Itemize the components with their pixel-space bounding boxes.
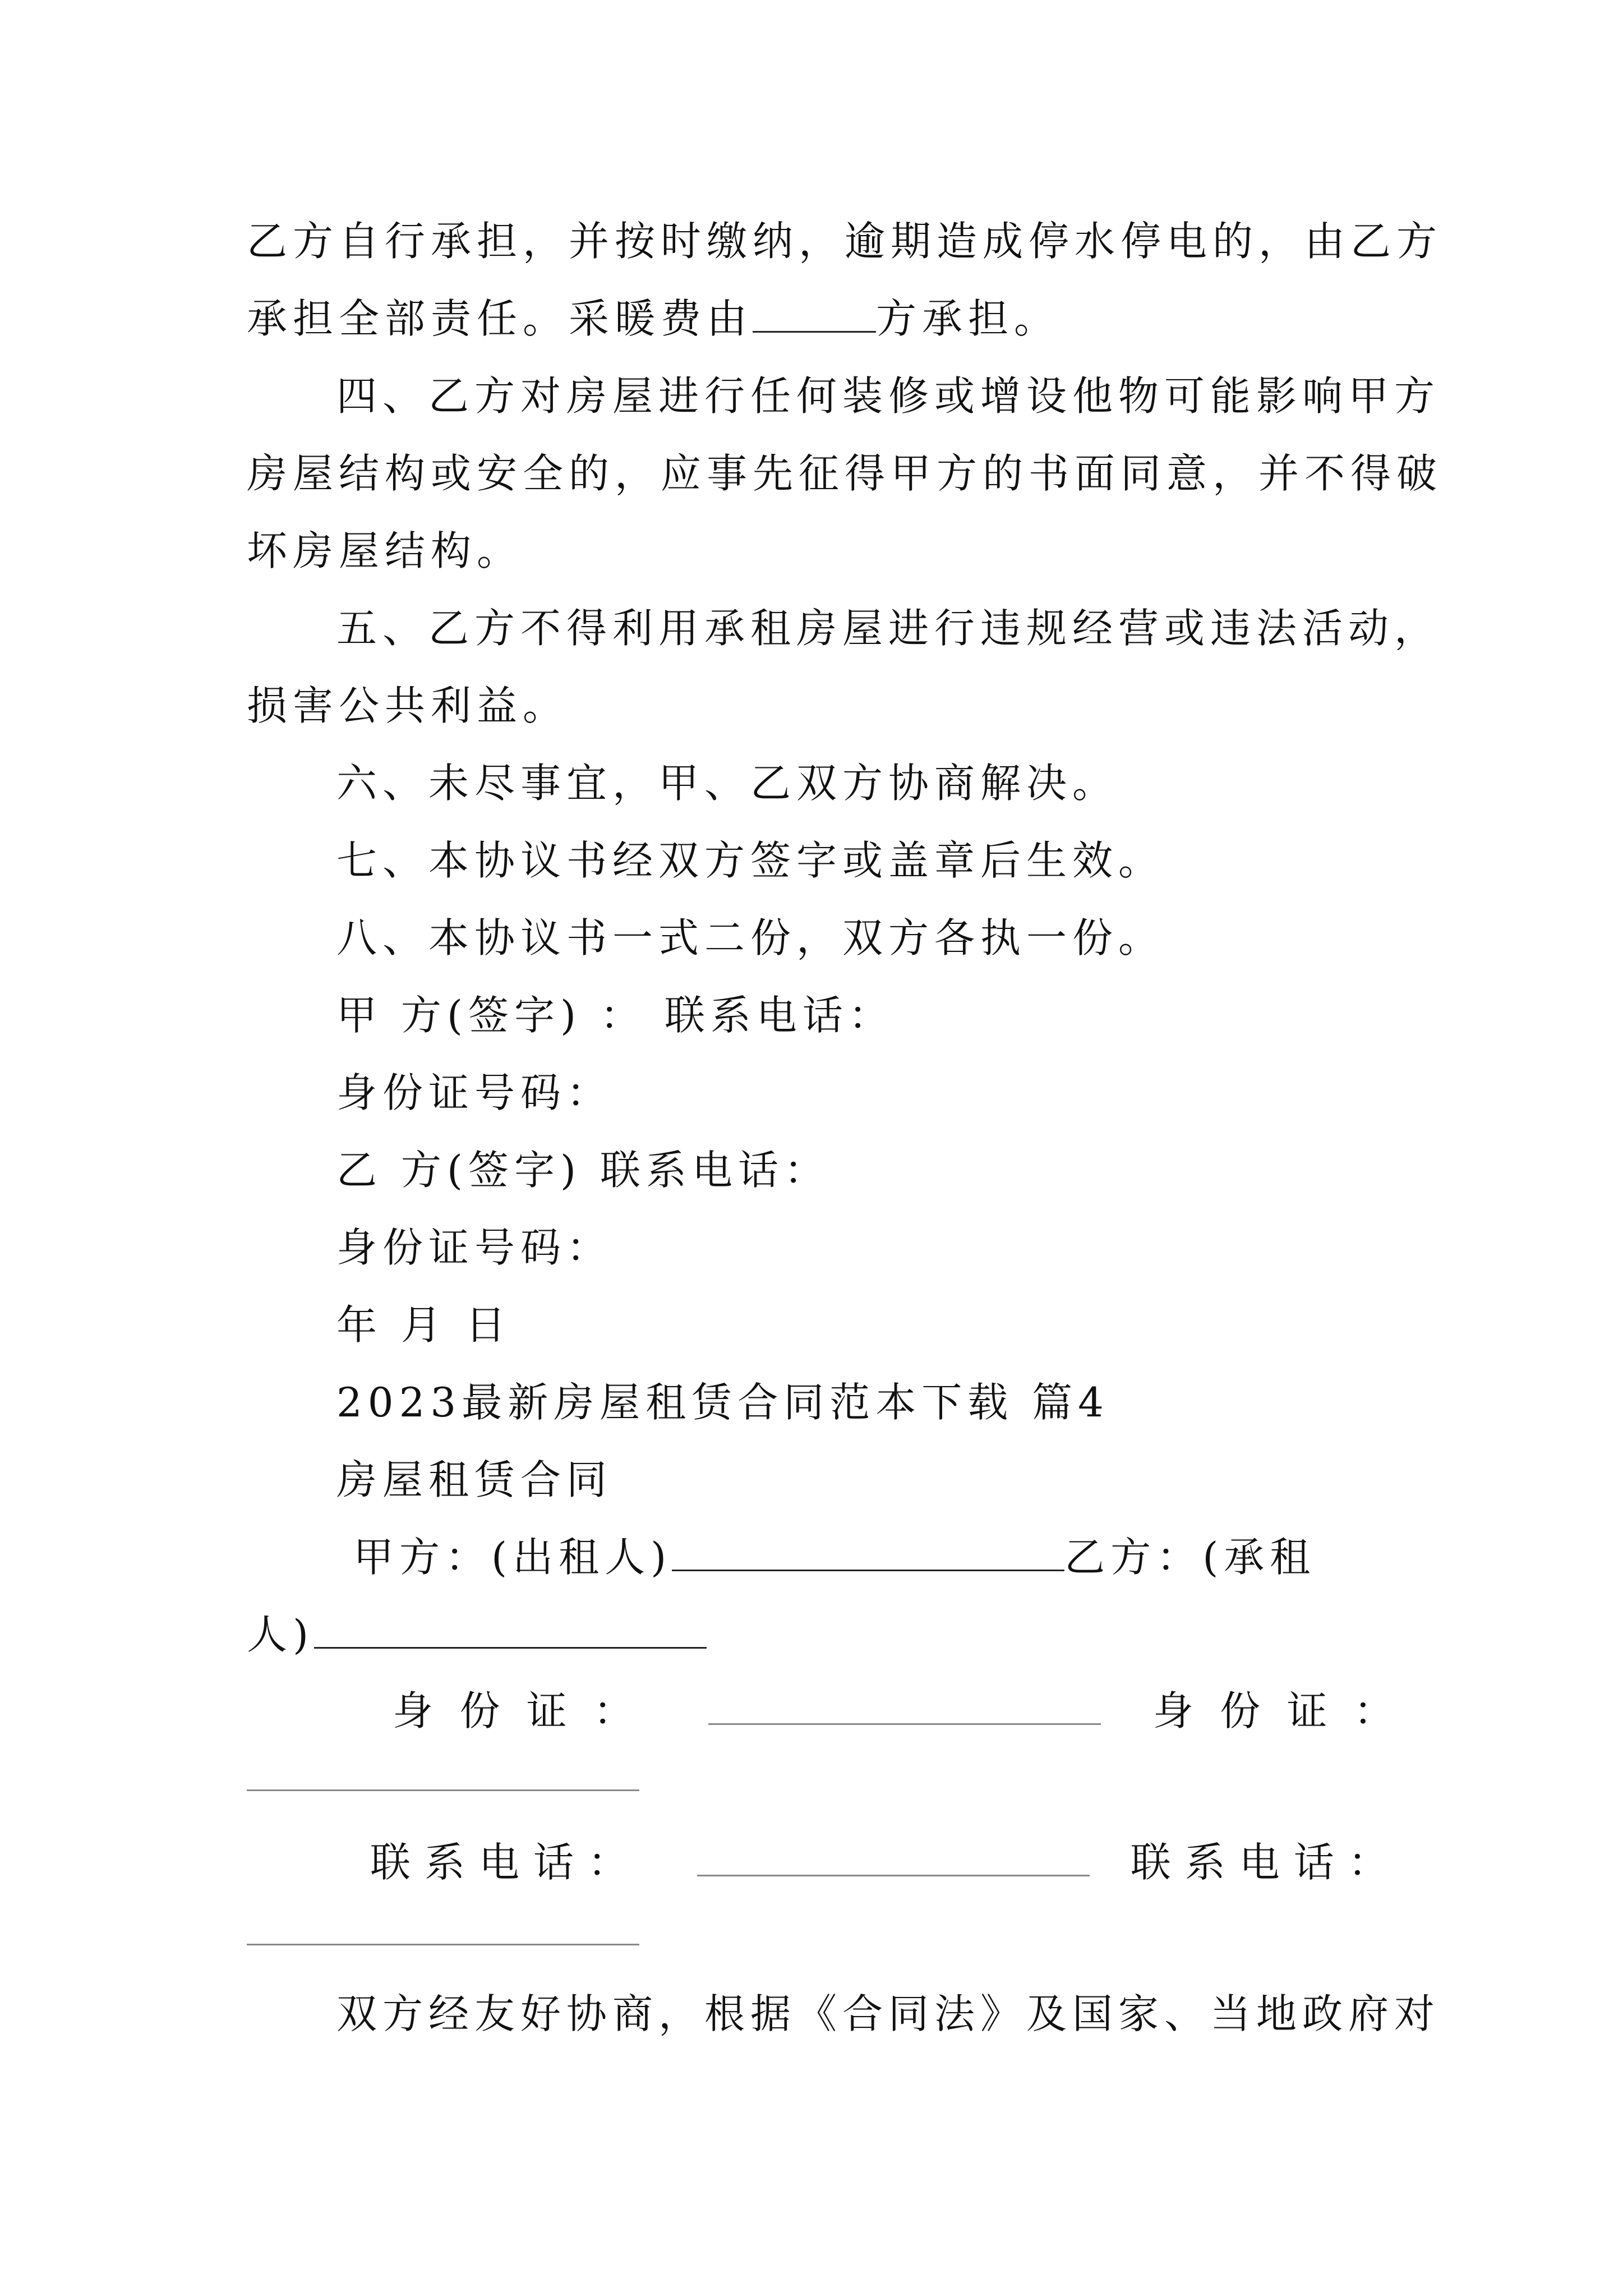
- label-char: ：: [1353, 1687, 1400, 1734]
- paragraph-line: 四、乙方对房屋进行任何装修或增设他物可能影响甲方: [336, 372, 1441, 420]
- paragraph-line: 六、未尽事宜，甲、乙双方协商解决。: [336, 760, 1119, 807]
- paragraph-line: 损害公共利益。: [247, 682, 569, 729]
- label-char: 证: [526, 1687, 573, 1734]
- paragraph-line: 五、乙方不得利用承租房屋进行违规经营或违法活动，: [336, 605, 1441, 652]
- label-char: ：: [1348, 1839, 1394, 1886]
- fill-blank: [753, 296, 876, 333]
- party-line-cont: [247, 1607, 1380, 1663]
- label-char: 身: [1152, 1687, 1199, 1734]
- phone-blank-right: [247, 1944, 639, 1945]
- paragraph-line: 房屋结构或安全的，应事先征得甲方的书面同意，并不得破: [247, 450, 1443, 497]
- label-char: 份: [1220, 1687, 1266, 1734]
- paragraph-line: 七、本协议书经双方签字或盖章后生效。: [336, 837, 1165, 884]
- signature-party-b: 乙 方(签字) 联系电话：: [336, 1147, 830, 1194]
- paragraph-line: 乙方自行承担，并按时缴纳，逾期造成停水停电的，由乙方: [247, 218, 1443, 265]
- phone-label-left: [370, 1834, 634, 1890]
- id-number-party-a: 身份证号码：: [336, 1069, 613, 1116]
- label-char: 证: [1287, 1687, 1333, 1734]
- paragraph-line: 坏房屋结构。: [247, 527, 523, 574]
- paragraph-line: 八、本协议书一式二份，双方各执一份。: [336, 914, 1165, 961]
- label-char: ：: [587, 1839, 634, 1886]
- party-line: [353, 1529, 1380, 1585]
- label-char: 份: [459, 1687, 506, 1734]
- party-b-label: 乙方：(承租: [1064, 1534, 1316, 1581]
- text-segment: 方承担。: [876, 295, 1061, 342]
- section-title: 2023最新房屋租赁合同范本下载 篇4: [336, 1379, 1109, 1426]
- label-char: 电: [1239, 1839, 1285, 1886]
- party-b-label-cont: 人): [247, 1611, 315, 1658]
- phone-blank-left: [697, 1840, 1090, 1876]
- party-a-blank: [672, 1535, 1064, 1571]
- id-blank-left: [708, 1688, 1101, 1725]
- id-label-right: [1153, 1683, 1400, 1739]
- label-char: ：: [593, 1687, 639, 1734]
- party-b-blank: [314, 1612, 707, 1649]
- id-label-left: [393, 1683, 639, 1739]
- label-char: 话: [1293, 1839, 1340, 1886]
- phone-row: [370, 1834, 1394, 1890]
- paragraph-line: 双方经友好协商，根据《合同法》及国家、当地政府对: [336, 1990, 1441, 2037]
- paragraph-line: [247, 291, 1380, 347]
- label-char: 联: [370, 1839, 417, 1886]
- id-blank-right: [247, 1789, 639, 1791]
- label-char: 联: [1130, 1839, 1177, 1886]
- id-row: [393, 1683, 1400, 1739]
- date-line: 年 月 日: [336, 1301, 511, 1349]
- label-char: 系: [1184, 1839, 1231, 1886]
- signature-party-a: 甲 方(签字) ： 联系电话：: [336, 992, 895, 1039]
- label-char: 身: [393, 1687, 439, 1734]
- id-number-party-b: 身份证号码：: [336, 1224, 613, 1271]
- label-char: 系: [424, 1839, 471, 1886]
- contract-title: 房屋租赁合同: [336, 1456, 613, 1503]
- party-a-label: 甲方：(出租人): [353, 1534, 672, 1581]
- phone-label-right: [1131, 1834, 1394, 1890]
- text-segment: 承担全部责任。采暖费由: [247, 295, 753, 342]
- label-char: 电: [478, 1839, 525, 1886]
- label-char: 话: [533, 1839, 579, 1886]
